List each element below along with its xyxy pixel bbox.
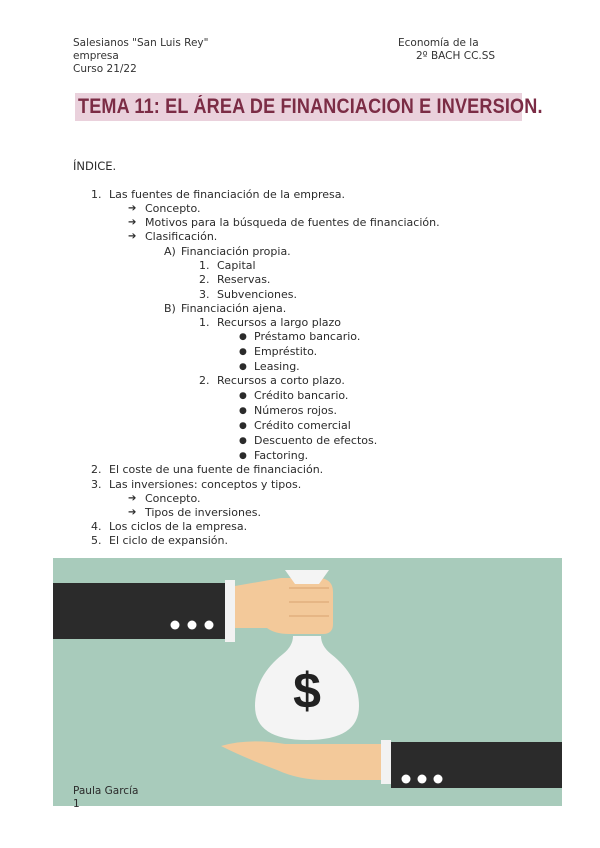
left-cuff [225, 580, 235, 642]
bullet-icon: ● [239, 406, 247, 416]
bullet-icon: ● [239, 362, 247, 372]
list-item: ● Préstamo bancario. [239, 330, 361, 343]
list-item: ● Descuento de efectos. [239, 434, 378, 447]
arrow-icon: ➔ [128, 203, 137, 214]
list-item: 2. Recursos a corto plazo. [199, 374, 345, 387]
header-left [73, 37, 208, 76]
list-item: 1. Recursos a largo plazo [199, 316, 342, 329]
list-item: 1. Capital [199, 259, 256, 272]
bullet-icon: ● [239, 391, 247, 401]
list-item: ● Leasing. [239, 360, 300, 373]
list-item: 2. Reservas. [199, 273, 271, 286]
index-heading: ÍNDICE. [73, 159, 117, 173]
list-item: ➔ Concepto. [128, 202, 201, 215]
arrow-icon: ➔ [128, 493, 137, 504]
sleeve-button [171, 621, 180, 630]
list-item: 1. Las fuentes de financiación de la empresa. [91, 188, 346, 201]
list-item: ➔ Concepto. [128, 492, 201, 505]
sleeve-button [205, 621, 214, 630]
list-item: ● Empréstito. [239, 345, 318, 358]
left-sleeve [53, 583, 225, 639]
list-item: 4. Los ciclos de la empresa. [91, 520, 248, 533]
bullet-icon: ● [239, 332, 247, 342]
sleeve-button [402, 775, 411, 784]
bullet-icon: ● [239, 451, 247, 461]
list-item: ➔ Tipos de inversiones. [128, 506, 261, 519]
bullet-icon: ● [239, 347, 247, 357]
author-name: Paula García [73, 785, 139, 797]
bullet-icon: ● [239, 436, 247, 446]
arrow-icon: ➔ [128, 231, 137, 242]
arrow-icon: ➔ [128, 217, 137, 228]
list-item: 3. Subvenciones. [199, 288, 297, 301]
list-item: ➔ Clasificación. [128, 230, 218, 243]
list-item: ● Crédito bancario. [239, 389, 349, 402]
page-title: TEMA 11: EL ÁREA DE FINANCIACION E INVERSION. [78, 95, 543, 118]
arrow-icon: ➔ [128, 507, 137, 518]
grade-label: 2º BACH CC.SS [416, 50, 496, 62]
list-item: ● Crédito comercial [239, 419, 351, 432]
list-item: ● Números rojos. [239, 404, 337, 417]
money-handover-illustration [53, 558, 562, 806]
list-item: ➔ Motivos para la búsqueda de fuentes de financiación. [128, 216, 440, 229]
dollar-icon: $ [293, 663, 321, 719]
list-item: 5. El ciclo de expansión. [91, 534, 228, 547]
list-item: 3. Las inversiones: conceptos y tipos. [91, 478, 302, 491]
list-item: A) Financiación propia. [164, 245, 291, 258]
header-line2: empresa [73, 50, 119, 62]
list-item: B) Financiación ajena. [164, 302, 287, 315]
sleeve-button [418, 775, 427, 784]
sleeve-button [434, 775, 443, 784]
holding-hand [235, 578, 333, 634]
page-number: 1 [73, 798, 80, 810]
school-name: Salesianos "San Luis Rey" [73, 37, 209, 49]
right-sleeve [391, 742, 562, 788]
bullet-icon: ● [239, 421, 247, 431]
course-label: Curso 21/22 [73, 63, 137, 75]
right-cuff [381, 740, 391, 784]
subject-label: Economía de la [398, 37, 479, 49]
list-item: 2. El coste de una fuente de financiación. [91, 463, 324, 476]
list-item: ● Factoring. [239, 449, 309, 462]
sleeve-button [188, 621, 197, 630]
